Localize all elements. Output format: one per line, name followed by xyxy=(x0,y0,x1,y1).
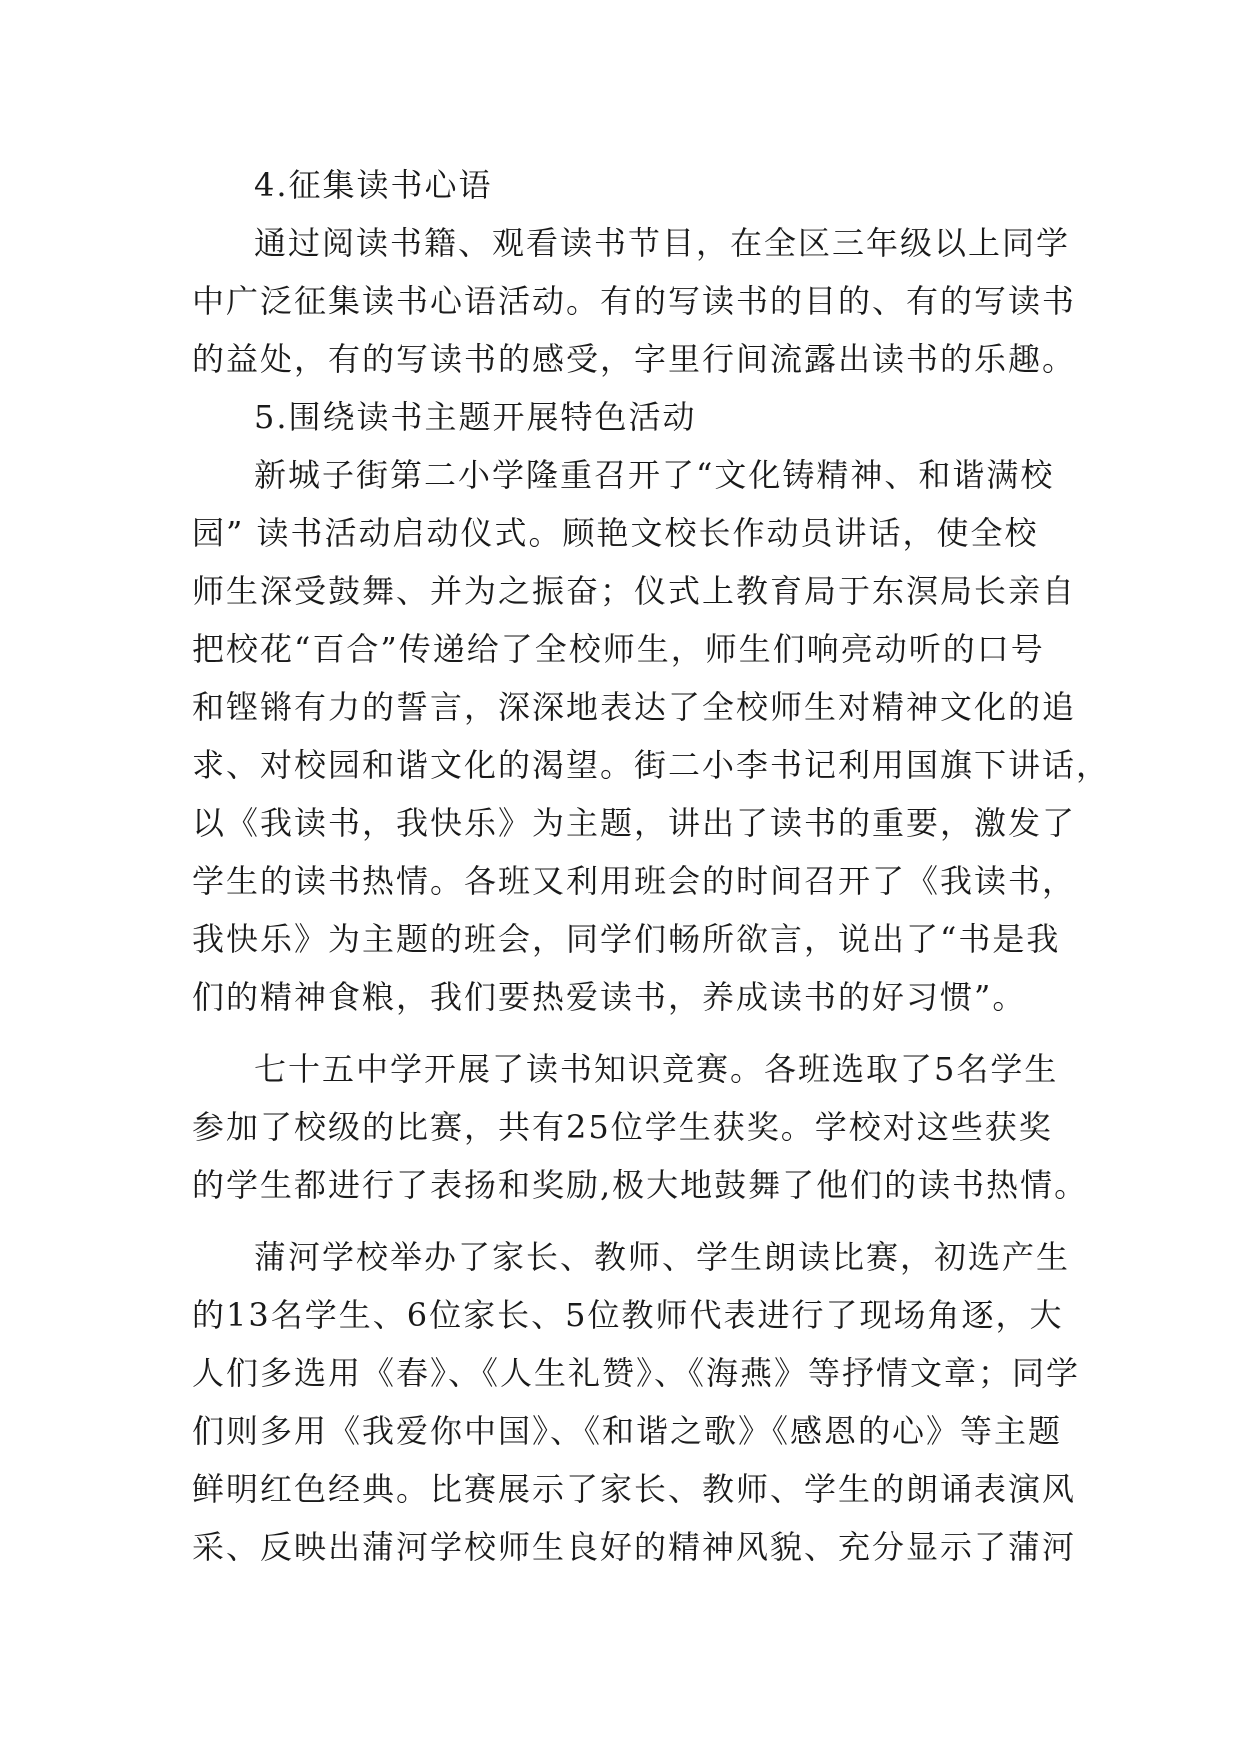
paragraph-line: 鲜明红色经典。比赛展示了家长、教师、学生的朗诵表演风 xyxy=(192,1470,1077,1508)
paragraph-line: 求、对校园和谐文化的渴望。街二小李书记利用国旗下讲话， xyxy=(192,746,1111,784)
paragraph-line: 师生深受鼓舞、并为之振奋；仪式上教育局于东溟局长亲自 xyxy=(192,572,1077,610)
paragraph-line: 的13名学生、6位家长、5位教师代表进行了现场角逐，大 xyxy=(192,1296,1064,1334)
paragraph-line: 新城子街第二小学隆重召开了“文化铸精神、和谐满校 xyxy=(254,456,1055,494)
paragraph-line: 通过阅读书籍、观看读书节目，在全区三年级以上同学 xyxy=(254,224,1071,262)
paragraph-line: 学生的读书热情。各班又利用班会的时间召开了《我读书， xyxy=(192,862,1077,900)
paragraph-line: 和铿锵有力的誓言，深深地表达了全校师生对精神文化的追 xyxy=(192,688,1077,726)
document-body xyxy=(192,156,1111,1576)
paragraph-gap xyxy=(192,1026,1054,1040)
paragraph-line: 的学生都进行了表扬和奖励,极大地鼓舞了他们的读书热情。 xyxy=(192,1166,1089,1204)
section-heading-5: 5.围绕读书主题开展特色活动 xyxy=(254,398,697,436)
paragraph-line: 蒲河学校举办了家长、教师、学生朗读比赛，初选产生 xyxy=(254,1238,1071,1276)
paragraph-gap xyxy=(192,1214,1054,1228)
paragraph-line: 参加了校级的比赛，共有25位学生获奖。学校对这些获奖 xyxy=(192,1108,1053,1146)
paragraph-line: 园” 读书活动启动仪式。顾艳文校长作动员讲话，使全校 xyxy=(192,514,1039,552)
paragraph-line: 人们多选用《春》、《人生礼赞》、《海燕》等抒情文章；同学 xyxy=(192,1354,1081,1392)
paragraph-line: 采、反映出蒲河学校师生良好的精神风貌、充分显示了蒲河 xyxy=(192,1528,1077,1566)
paragraph-line: 七十五中学开展了读书知识竞赛。各班选取了5名学生 xyxy=(254,1050,1059,1088)
section-heading-4: 4.征集读书心语 xyxy=(254,166,493,204)
paragraph-line: 的益处，有的写读书的感受，字里行间流露出读书的乐趣。 xyxy=(192,340,1077,378)
paragraph-line: 我快乐》为主题的班会，同学们畅所欲言，说出了“书是我 xyxy=(192,920,1061,958)
paragraph-line: 们的精神食粮，我们要热爱读书，养成读书的好习惯”。 xyxy=(192,978,1027,1016)
paragraph-line: 以《我读书，我快乐》为主题，讲出了读书的重要，激发了 xyxy=(192,804,1077,842)
paragraph-line: 中广泛征集读书心语活动。有的写读书的目的、有的写读书 xyxy=(192,282,1077,320)
paragraph-line: 们则多用《我爱你中国》、《和谐之歌》《感恩的心》等主题 xyxy=(192,1412,1063,1450)
paragraph-line: 把校花“百合”传递给了全校师生，师生们响亮动听的口号 xyxy=(192,630,1045,668)
